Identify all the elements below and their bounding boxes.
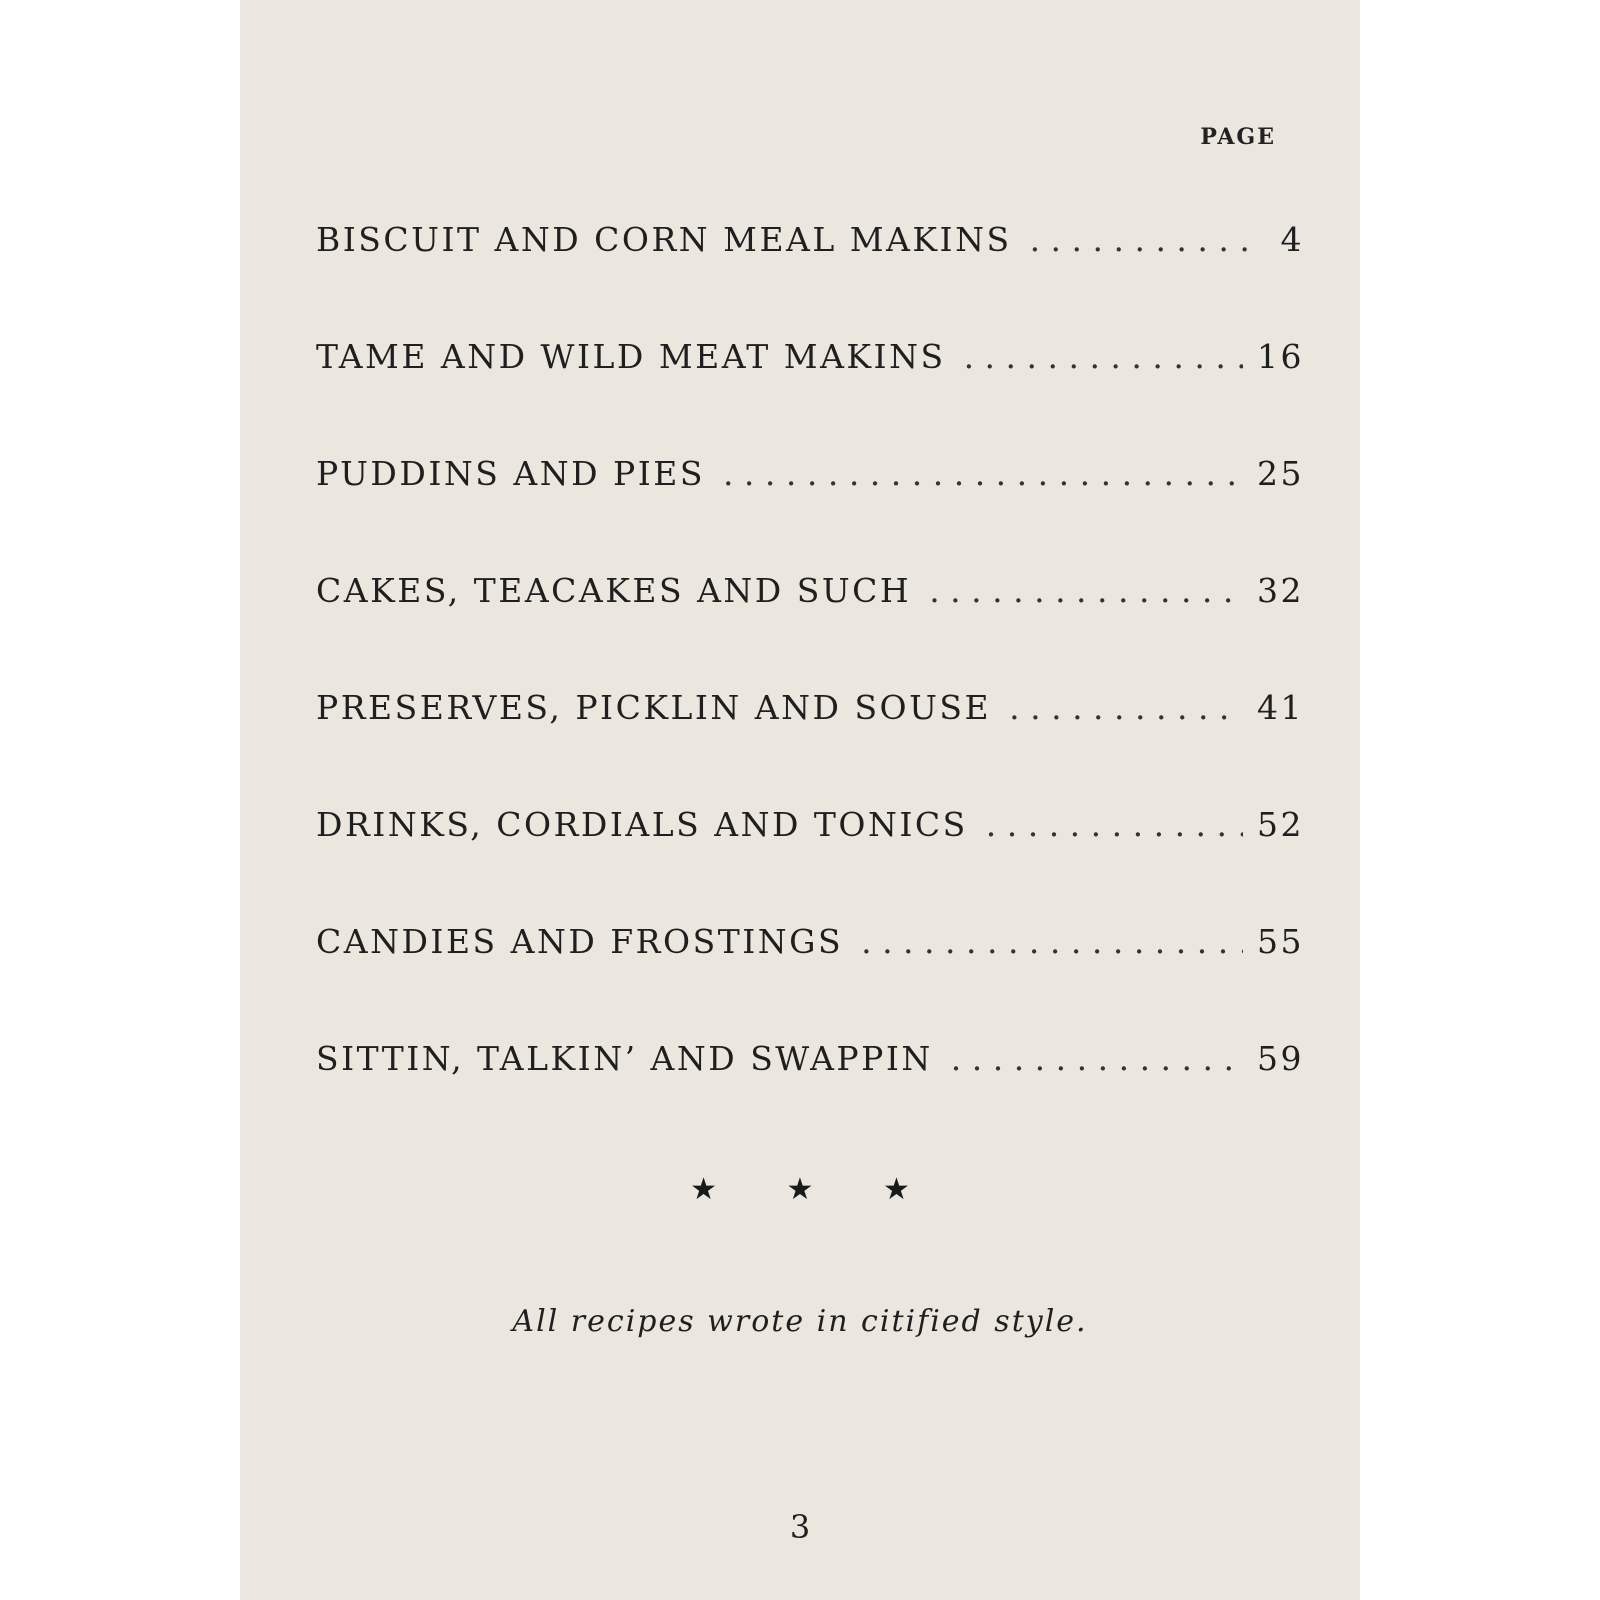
toc-entry-page: 52 — [1257, 805, 1304, 844]
table-of-contents — [316, 220, 1304, 1156]
toc-entry[interactable] — [316, 1039, 1304, 1156]
toc-entry-page: 4 — [1280, 220, 1304, 259]
toc-entry-page: 25 — [1257, 454, 1304, 493]
toc-entry[interactable] — [316, 220, 1304, 337]
toc-entry-title: BISCUIT AND CORN MEAL MAKINS — [316, 220, 1012, 259]
book-page — [240, 0, 1360, 1600]
toc-entry[interactable] — [316, 571, 1304, 688]
tagline: All recipes wrote in citified style. — [512, 1304, 1088, 1339]
toc-entry[interactable] — [316, 688, 1304, 805]
star-icon: ★ — [786, 1172, 814, 1207]
bleed-through-text — [310, 70, 1290, 178]
toc-entry[interactable] — [316, 922, 1304, 1039]
star-ornament — [240, 1172, 1360, 1207]
toc-entry-title: DRINKS, CORDIALS AND TONICS — [316, 805, 968, 844]
leader-dots — [1030, 220, 1250, 259]
toc-entry-title: CAKES, TEACAKES AND SUCH — [316, 571, 912, 610]
toc-entry-page: 55 — [1257, 922, 1304, 961]
leader-dots — [861, 922, 1243, 961]
toc-entry-page: 16 — [1257, 337, 1304, 376]
star-icon: ★ — [883, 1172, 910, 1207]
leader-dots — [964, 337, 1243, 376]
toc-entry[interactable] — [316, 805, 1304, 922]
toc-entry-title: PUDDINS AND PIES — [316, 454, 705, 493]
star-icon: ★ — [690, 1172, 717, 1207]
page-column-header: PAGE — [1200, 124, 1276, 150]
leader-dots — [986, 805, 1243, 844]
leader-dots — [723, 454, 1243, 493]
toc-entry-page: 32 — [1257, 571, 1304, 610]
toc-entry[interactable] — [316, 337, 1304, 454]
page-number: 3 — [789, 1508, 811, 1546]
toc-entry-title: CANDIES AND FROSTINGS — [316, 922, 844, 961]
toc-entry-page: 59 — [1257, 1039, 1304, 1078]
leader-dots — [1009, 688, 1243, 727]
toc-entry[interactable] — [316, 454, 1304, 571]
toc-entry-title: PRESERVES, PICKLIN AND SOUSE — [316, 688, 992, 727]
leader-dots — [951, 1039, 1243, 1078]
toc-entry-page: 41 — [1257, 688, 1304, 727]
toc-entry-title: SITTIN, TALKIN’ AND SWAPPIN — [316, 1039, 933, 1078]
leader-dots — [929, 571, 1243, 610]
toc-entry-title: TAME AND WILD MEAT MAKINS — [316, 337, 946, 376]
